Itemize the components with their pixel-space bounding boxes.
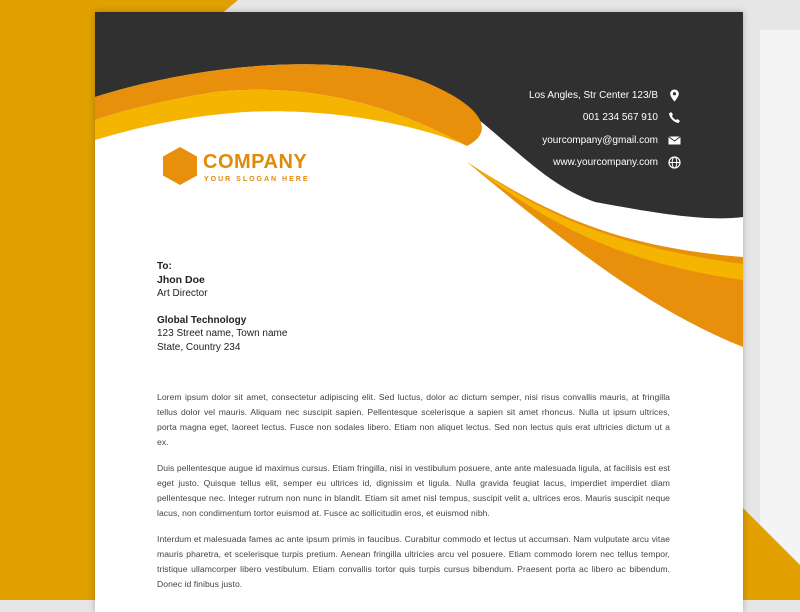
body-paragraph-1: Lorem ipsum dolor sit amet, consectetur adipiscing elit. Sed luctus, dolor ac dictum semper, nisi risus convallis mauris, at fringilla tellus dolor vel mauris. Aliquam nec suscipit sapien. Pellentesque scelerisque a sapien sit amet rhoncus. Nulla ut ipsum ultrices, porta magna eget, laoreet lectus. Fusce non sodales libero. Etiam non aliquet lectus. Sed non lectus quis erat ultricies dictum ut a ex. xyxy=(157,392,670,447)
company-logo xyxy=(161,146,341,190)
envelope-icon xyxy=(668,134,681,147)
body-paragraph-2: Duis pellentesque augue id maximus cursus. Etiam fringilla, nisi in vestibulum posuere, ante ante malesuada ligula, at facilisis est est eget justo. Quisque tellus elit, semper eu ultrices id, dignissim et ligula. Nulla gravida feugiat lacus, imperdiet imperdiet diam pellentesque nec. Integer rutrum non nunc in blandit. Etiam sit amet nisl tempus, suscipit velit a, ultrices eros. Mauris suscipit neque lacus, non condimentum tortor euismod at. Fusce ac sollicitudin eros, et euismod nibh. xyxy=(157,463,670,518)
body-paragraph-3: Interdum et malesuada fames ac ante ipsum primis in faucibus. Curabitur commodo et lectus ut accumsan. Nam vulputate arcu vitae mauris pharetra, et scelerisque turpis pretium. Aenean fringilla ultricies arcu vel posuere. Etiam commodo lorem nec tellus tempor, tristique ullamcorper libero vestibulum. Etiam convallis tortor quis turpis cursus bibendum. Praesent porta ac libero ac bibendum. Donec id finibus justo. xyxy=(157,534,670,589)
letter-body xyxy=(157,390,670,603)
hexagon-icon xyxy=(161,146,199,186)
contact-website xyxy=(341,152,681,175)
recipient-address-line1: 123 Street name, Town name xyxy=(157,328,288,339)
to-label: To: xyxy=(157,261,172,272)
contact-info xyxy=(341,84,681,174)
globe-icon xyxy=(668,156,681,169)
recipient-title: Art Director xyxy=(157,288,208,299)
address-text: Los Angles, Str Center 123/B xyxy=(529,89,658,101)
contact-address xyxy=(341,84,681,107)
letterhead-page xyxy=(95,12,743,612)
back-sheet xyxy=(760,30,800,600)
recipient-company: Global Technology xyxy=(157,314,247,326)
contact-phone xyxy=(341,107,681,130)
company-name: COMPANY xyxy=(203,151,308,173)
phone-icon xyxy=(668,111,681,124)
company-slogan: YOUR SLOGAN HERE xyxy=(204,176,310,183)
phone-text: 001 234 567 910 xyxy=(582,112,658,124)
website-text: www.yourcompany.com xyxy=(553,157,658,169)
contact-email xyxy=(341,129,681,152)
recipient-name: Jhon Doe xyxy=(157,273,205,286)
recipient-address-line2: State, Country 234 xyxy=(157,341,241,353)
recipient-block xyxy=(157,260,457,354)
location-pin-icon xyxy=(668,89,681,102)
email-text: yourcompany@gmail.com xyxy=(542,134,658,146)
